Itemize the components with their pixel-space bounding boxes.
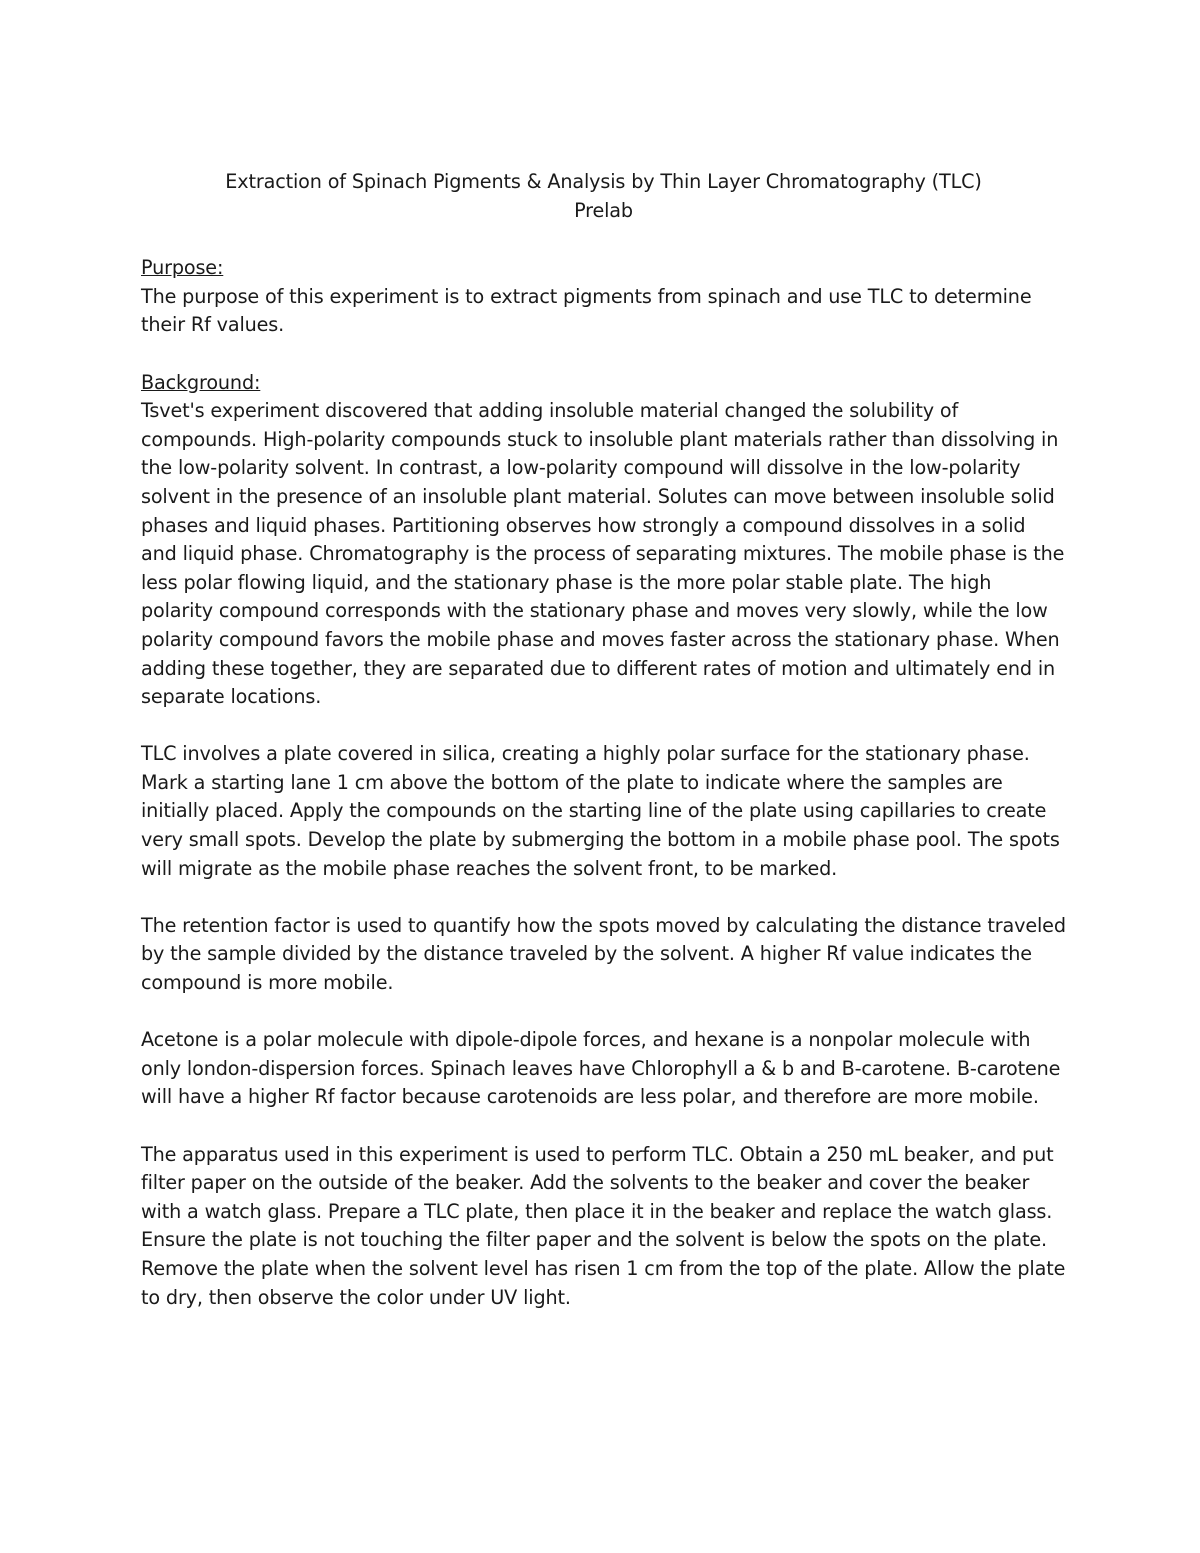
background-paragraph-2: TLC involves a plate covered in silica, creating a highly polar surface for the stationary phase. Mark a starting lane 1 cm above the bottom of the plate to indicate where the samples are initially placed. Apply the compounds on the starting line of the plate using capillaries to create very small spots. Develop the plate by submerging the bottom in a mobile phase pool. The spots will migrate as the mobile phase reaches the solvent front, to be marked. [141,742,1060,880]
background-paragraph-3: The retention factor is used to quantify how the spots moved by calculating the distance traveled by the sample divided by the distance traveled by the solvent. A higher Rf value indicates the compound is more mobile. [141,913,1066,995]
document-title: Extraction of Spinach Pigments & Analysis by Thin Layer Chromatography (TLC) [225,170,982,193]
document-page [141,168,1066,1341]
background-heading: Background: [141,370,261,394]
title-block [141,168,1066,225]
purpose-text: The purpose of this experiment is to extract pigments from spinach and use TLC to determine their Rf values. [141,284,1032,337]
purpose-section [141,254,1066,340]
background-paragraph-1: Tsvet's experiment discovered that adding insoluble material changed the solubility of compounds. High-polarity compounds stuck to insoluble plant materials rather than dissolving in the low-polarity solvent. In contrast, a low-polarity compound will dissolve in the low-polarity solvent in the presence of an insoluble plant material. Solutes can move between insoluble solid phases and liquid phases. Partitioning observes how strongly a compound dissolves in a solid and liquid phase. Chromatography is the process of separating mixtures. The mobile phase is the less polar flowing liquid, and the stationary phase is the more polar stable plate. The high polarity compound corresponds with the stationary phase and moves very slowly, while the low polarity compound favors the mobile phase and moves faster across the stationary phase. When adding these together, they are separated due to different rates of motion and ultimately end in separate locations. [141,399,1065,709]
background-paragraph-5: The apparatus used in this experiment is used to perform TLC. Obtain a 250 mL beaker, and put filter paper on the outside of the beaker. Add the solvents to the beaker and cover the beaker with a watch glass. Prepare a TLC plate, then place it in the beaker and replace the watch glass. Ensure the plate is not touching the filter paper and the solvent is below the spots on the plate. Remove the plate when the solvent level has risen 1 cm from the top of the plate. Allow the plate to dry, then observe the color under UV light. [141,1142,1066,1309]
purpose-heading: Purpose: [141,256,224,280]
document-subtitle: Prelab [574,198,633,222]
background-section [141,369,1066,1313]
background-paragraph-4: Acetone is a polar molecule with dipole-dipole forces, and hexane is a nonpolar molecule with only london-dispersion forces. Spinach leaves have Chlorophyll a & b and B-carotene. B-carotene will have a higher Rf factor because carotenoids are less polar, and therefore are more mobile. [141,1028,1061,1109]
